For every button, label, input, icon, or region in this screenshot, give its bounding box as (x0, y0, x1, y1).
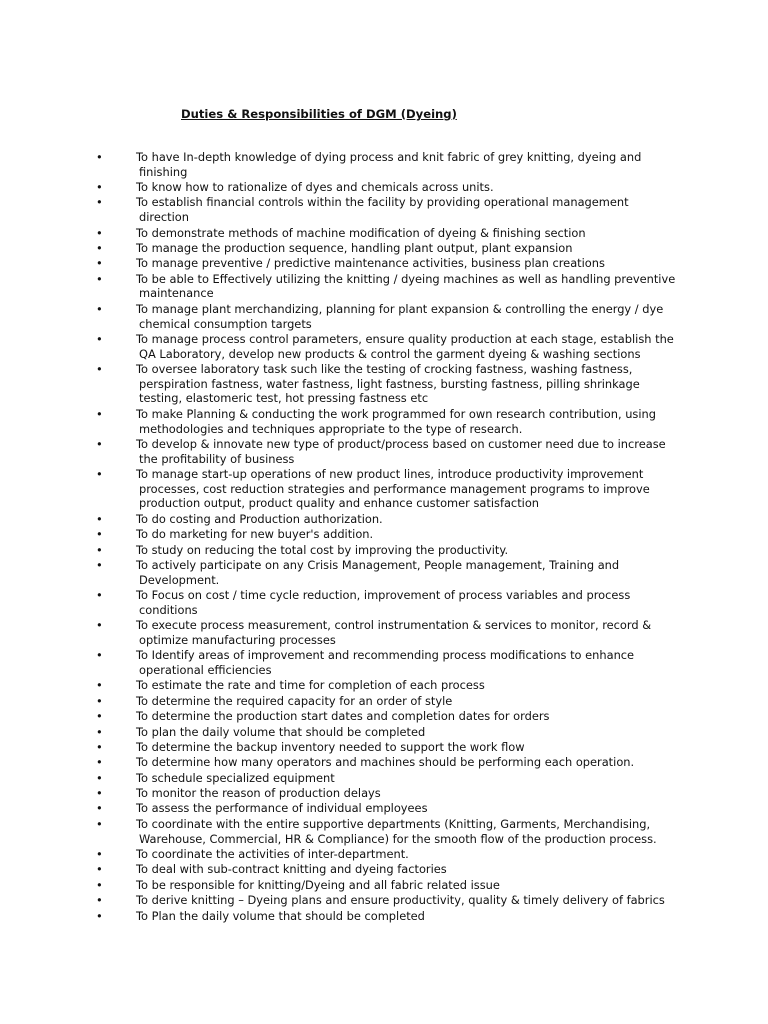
bullet-icon: • (96, 709, 103, 724)
bullet-icon: • (96, 331, 103, 346)
duty-item (0, 909, 768, 924)
duty-item (0, 878, 768, 893)
bullet-icon: • (96, 588, 103, 603)
duty-text: To manage start-up operations of new product lines, introduce productivity improvement processes, cost reduction strategies and performance management programs to improve production output, product quality and enhance customer satisfaction (136, 467, 650, 511)
bullet-icon: • (96, 770, 103, 785)
bullet-icon: • (96, 877, 103, 892)
bullet-icon: • (96, 678, 103, 693)
duty-item (0, 150, 768, 179)
bullet-icon: • (96, 557, 103, 572)
duty-item (0, 302, 768, 331)
bullet-icon: • (96, 739, 103, 754)
bullet-icon: • (96, 271, 103, 286)
duty-text: To manage preventive / predictive maintenance activities, business plan creations (136, 256, 605, 271)
duty-item (0, 678, 768, 693)
duty-item (0, 771, 768, 786)
duty-item (0, 801, 768, 816)
bullet-icon: • (96, 195, 103, 210)
duty-text: To plan the daily volume that should be completed (136, 724, 426, 739)
duty-item (0, 256, 768, 271)
duty-item (0, 862, 768, 877)
duty-item (0, 618, 768, 647)
duty-text: To manage process control parameters, ensure quality production at each stage, establish the QA Laboratory, develop new products & control the garment dyeing & washing sections (136, 331, 674, 361)
bullet-icon: • (96, 724, 103, 739)
duty-text: To be able to Effectively utilizing the knitting / dyeing machines as well as handling preventive maintenance (136, 271, 676, 301)
duty-text: To coordinate with the entire supportive departments (Knitting, Garments, Merchandising, Warehouse, Commercial, HR & Compliance) for the smooth flow of the production process. (136, 816, 657, 846)
bullet-icon: • (96, 846, 103, 861)
duty-text: To develop & innovate new type of product/process based on customer need due to increase the profitability of business (136, 436, 666, 466)
duty-item (0, 543, 768, 558)
duty-text: To make Planning & conducting the work programmed for own research contribution, using methodologies and techniques appropriate to the type of research. (136, 406, 656, 436)
bullet-icon: • (96, 436, 103, 451)
bullet-icon: • (96, 801, 103, 816)
duty-text: To schedule specialized equipment (136, 770, 335, 785)
duty-item (0, 817, 768, 846)
bullet-icon: • (96, 542, 103, 557)
bullet-icon: • (96, 180, 103, 195)
duty-item (0, 226, 768, 241)
duty-text: To manage the production sequence, handling plant output, plant expansion (136, 240, 573, 255)
duty-item (0, 893, 768, 908)
duty-item (0, 241, 768, 256)
bullet-icon: • (96, 786, 103, 801)
duty-item (0, 786, 768, 801)
bullet-icon: • (96, 150, 103, 164)
duty-text: To determine the required capacity for an order of style (136, 693, 453, 708)
duty-item (0, 588, 768, 617)
duty-item (0, 272, 768, 301)
duty-text: To coordinate the activities of inter-department. (136, 846, 409, 861)
duty-item (0, 512, 768, 527)
duty-item (0, 195, 768, 224)
duty-item (0, 709, 768, 724)
duty-item (0, 362, 768, 406)
duty-text: To monitor the reason of production delays (136, 786, 381, 801)
duty-text: To Identify areas of improvement and recommending process modifications to enhance operational efficiencies (136, 648, 635, 677)
duty-text: To know how to rationalize of dyes and chemicals across units. (136, 180, 494, 195)
duty-text: To determine how many operators and machines should be performing each operation. (136, 755, 635, 770)
duty-item (0, 694, 768, 709)
bullet-icon: • (96, 301, 103, 316)
bullet-icon: • (96, 527, 103, 542)
duty-text: To establish financial controls within the facility by providing operational management direction (136, 195, 629, 225)
duty-item (0, 725, 768, 740)
bullet-icon: • (96, 618, 103, 633)
bullet-icon: • (96, 511, 103, 526)
duty-text: To Focus on cost / time cycle reduction, improvement of process variables and process conditions (136, 588, 631, 617)
duty-item (0, 527, 768, 542)
document-title: Duties & Responsibilities of DGM (Dyeing) (181, 107, 457, 121)
duty-text: To be responsible for knitting/Dyeing and all fabric related issue (136, 877, 500, 892)
bullet-icon: • (96, 362, 103, 377)
bullet-icon: • (96, 240, 103, 255)
duty-item (0, 847, 768, 862)
duty-text: To demonstrate methods of machine modification of dyeing & finishing section (136, 225, 586, 240)
duty-text: To execute process measurement, control instrumentation & services to monitor, record & optimize manufacturing processes (136, 618, 652, 647)
duty-text: To assess the performance of individual employees (136, 801, 428, 816)
bullet-icon: • (96, 862, 103, 877)
duty-item (0, 180, 768, 195)
duties-list (0, 150, 768, 924)
bullet-icon: • (96, 467, 103, 482)
bullet-icon: • (96, 256, 103, 271)
bullet-icon: • (96, 908, 103, 923)
bullet-icon: • (96, 816, 103, 831)
duty-item (0, 407, 768, 436)
duty-item (0, 437, 768, 466)
duty-text: To study on reducing the total cost by improving the productivity. (136, 542, 509, 557)
bullet-icon: • (96, 225, 103, 240)
duty-text: To actively participate on any Crisis Management, People management, Training and Development. (136, 557, 620, 587)
duty-item (0, 740, 768, 755)
duty-item (0, 558, 768, 587)
duty-text: To have In-depth knowledge of dying process and knit fabric of grey knitting, dyeing and finishing (136, 150, 642, 179)
bullet-icon: • (96, 893, 103, 908)
duty-text: To determine the production start dates and completion dates for orders (136, 709, 550, 724)
duty-text: To deal with sub-contract knitting and dyeing factories (136, 862, 447, 877)
duty-text: To Plan the daily volume that should be completed (136, 908, 425, 923)
bullet-icon: • (96, 406, 103, 421)
bullet-icon: • (96, 755, 103, 770)
duty-text: To derive knitting – Dyeing plans and ensure productivity, quality & timely delivery of fabrics (136, 893, 665, 908)
bullet-icon: • (96, 648, 103, 663)
bullet-icon: • (96, 693, 103, 708)
duty-item (0, 755, 768, 770)
duty-text: To manage plant merchandizing, planning for plant expansion & controlling the energy / dye chemical consumption targets (136, 301, 664, 331)
duty-text: To determine the backup inventory needed to support the work flow (136, 739, 525, 754)
duty-item (0, 332, 768, 361)
duty-item (0, 648, 768, 677)
duty-text: To oversee laboratory task such like the testing of crocking fastness, washing fastness, perspiration fastness, water fastness, light fastness, bursting fastness, pilling shrinkage testing, elastomeric test, hot pressing fastness etc (136, 362, 640, 406)
duty-text: To do marketing for new buyer's addition. (136, 527, 374, 542)
duty-text: To do costing and Production authorization. (136, 511, 383, 526)
duty-item (0, 467, 768, 511)
duty-text: To estimate the rate and time for completion of each process (136, 678, 485, 693)
